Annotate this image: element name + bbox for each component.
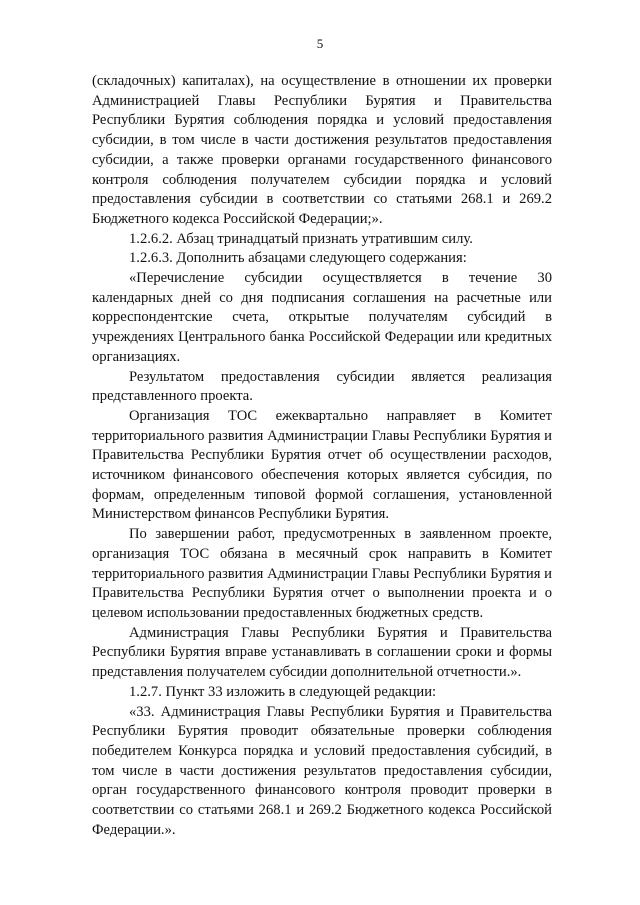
paragraph-1-2-6-3: 1.2.6.3. Дополнить абзацами следующего содержания: — [129, 250, 467, 267]
paragraph-additional-reporting: Администрация Главы Республики Бурятия и Правительства Республики Бурятия вправе устанавливать в соглашении сроки и формы представления получателем субсидии дополнительной отчетности.». — [92, 624, 552, 681]
page-number: 5 — [316, 36, 324, 51]
paragraph-item-33: «33. Администрация Главы Республики Бурятия и Правительства Республики Бурятия проводит обязательные проверки соблюдения победителем Конкурса порядка и условий предоставления субсидий, в том числе в части достижения результатов предоставления субсидии, орган государственного финансового контроля проводит проверки в соответствии со статьями 268.1 и 269.2 Бюджетного кодекса Российской Федерации.». — [92, 703, 552, 838]
paragraph-subsidy-transfer: «Перечисление субсидии осуществляется в течение 30 календарных дней со дня подписания соглашения на расчетные или корреспондентские счета, открытые получателям субсидий в учреждениях Центрального банка Российской Федерации или кредитных организациях. — [92, 270, 552, 365]
document-body — [92, 72, 552, 840]
paragraph-completion-report: По завершении работ, предусмотренных в заявленном проекте, организация ТОС обязана в месячный срок направить в Комитет территориального развития Администрации Главы Республики Бурятия и Правительства Республики Бурятия отчет о выполнении проекта и о целевом использовании предоставленных бюджетных средств. — [92, 526, 552, 621]
paragraph-subsidy-result: Результатом предоставления субсидии является реализация представленного проекта. — [92, 368, 552, 405]
paragraph-continuation: (складочных) капиталах), на осуществление в отношении их проверки Администрацией Главы Республики Бурятия и Правительства Республики Бурятия соблюдения порядка и условий предоставления субсидии, в том числе в части достижения результатов предоставления субсидии, а также проверки органами государственного финансового контроля соблюдения получателем субсидии порядка и условий предоставления субсидии в соответствии со статьями 268.1 и 269.2 Бюджетного кодекса Российской Федерации;». — [92, 73, 552, 227]
paragraph-1-2-7: 1.2.7. Пункт 33 изложить в следующей редакции: — [129, 683, 437, 700]
paragraph-quarterly-report: Организация ТОС ежеквартально направляет в Комитет территориального развития Администрации Главы Республики Бурятия и Правительства Республики Бурятия отчет об осуществлении расходов, источником финансового обеспечения которых является субсидия, по формам, определенным типовой формой соглашения, установленной Министерством финансов Республики Бурятия. — [92, 407, 552, 523]
paragraph-1-2-6-2: 1.2.6.2. Абзац тринадцатый признать утратившим силу. — [129, 230, 473, 247]
